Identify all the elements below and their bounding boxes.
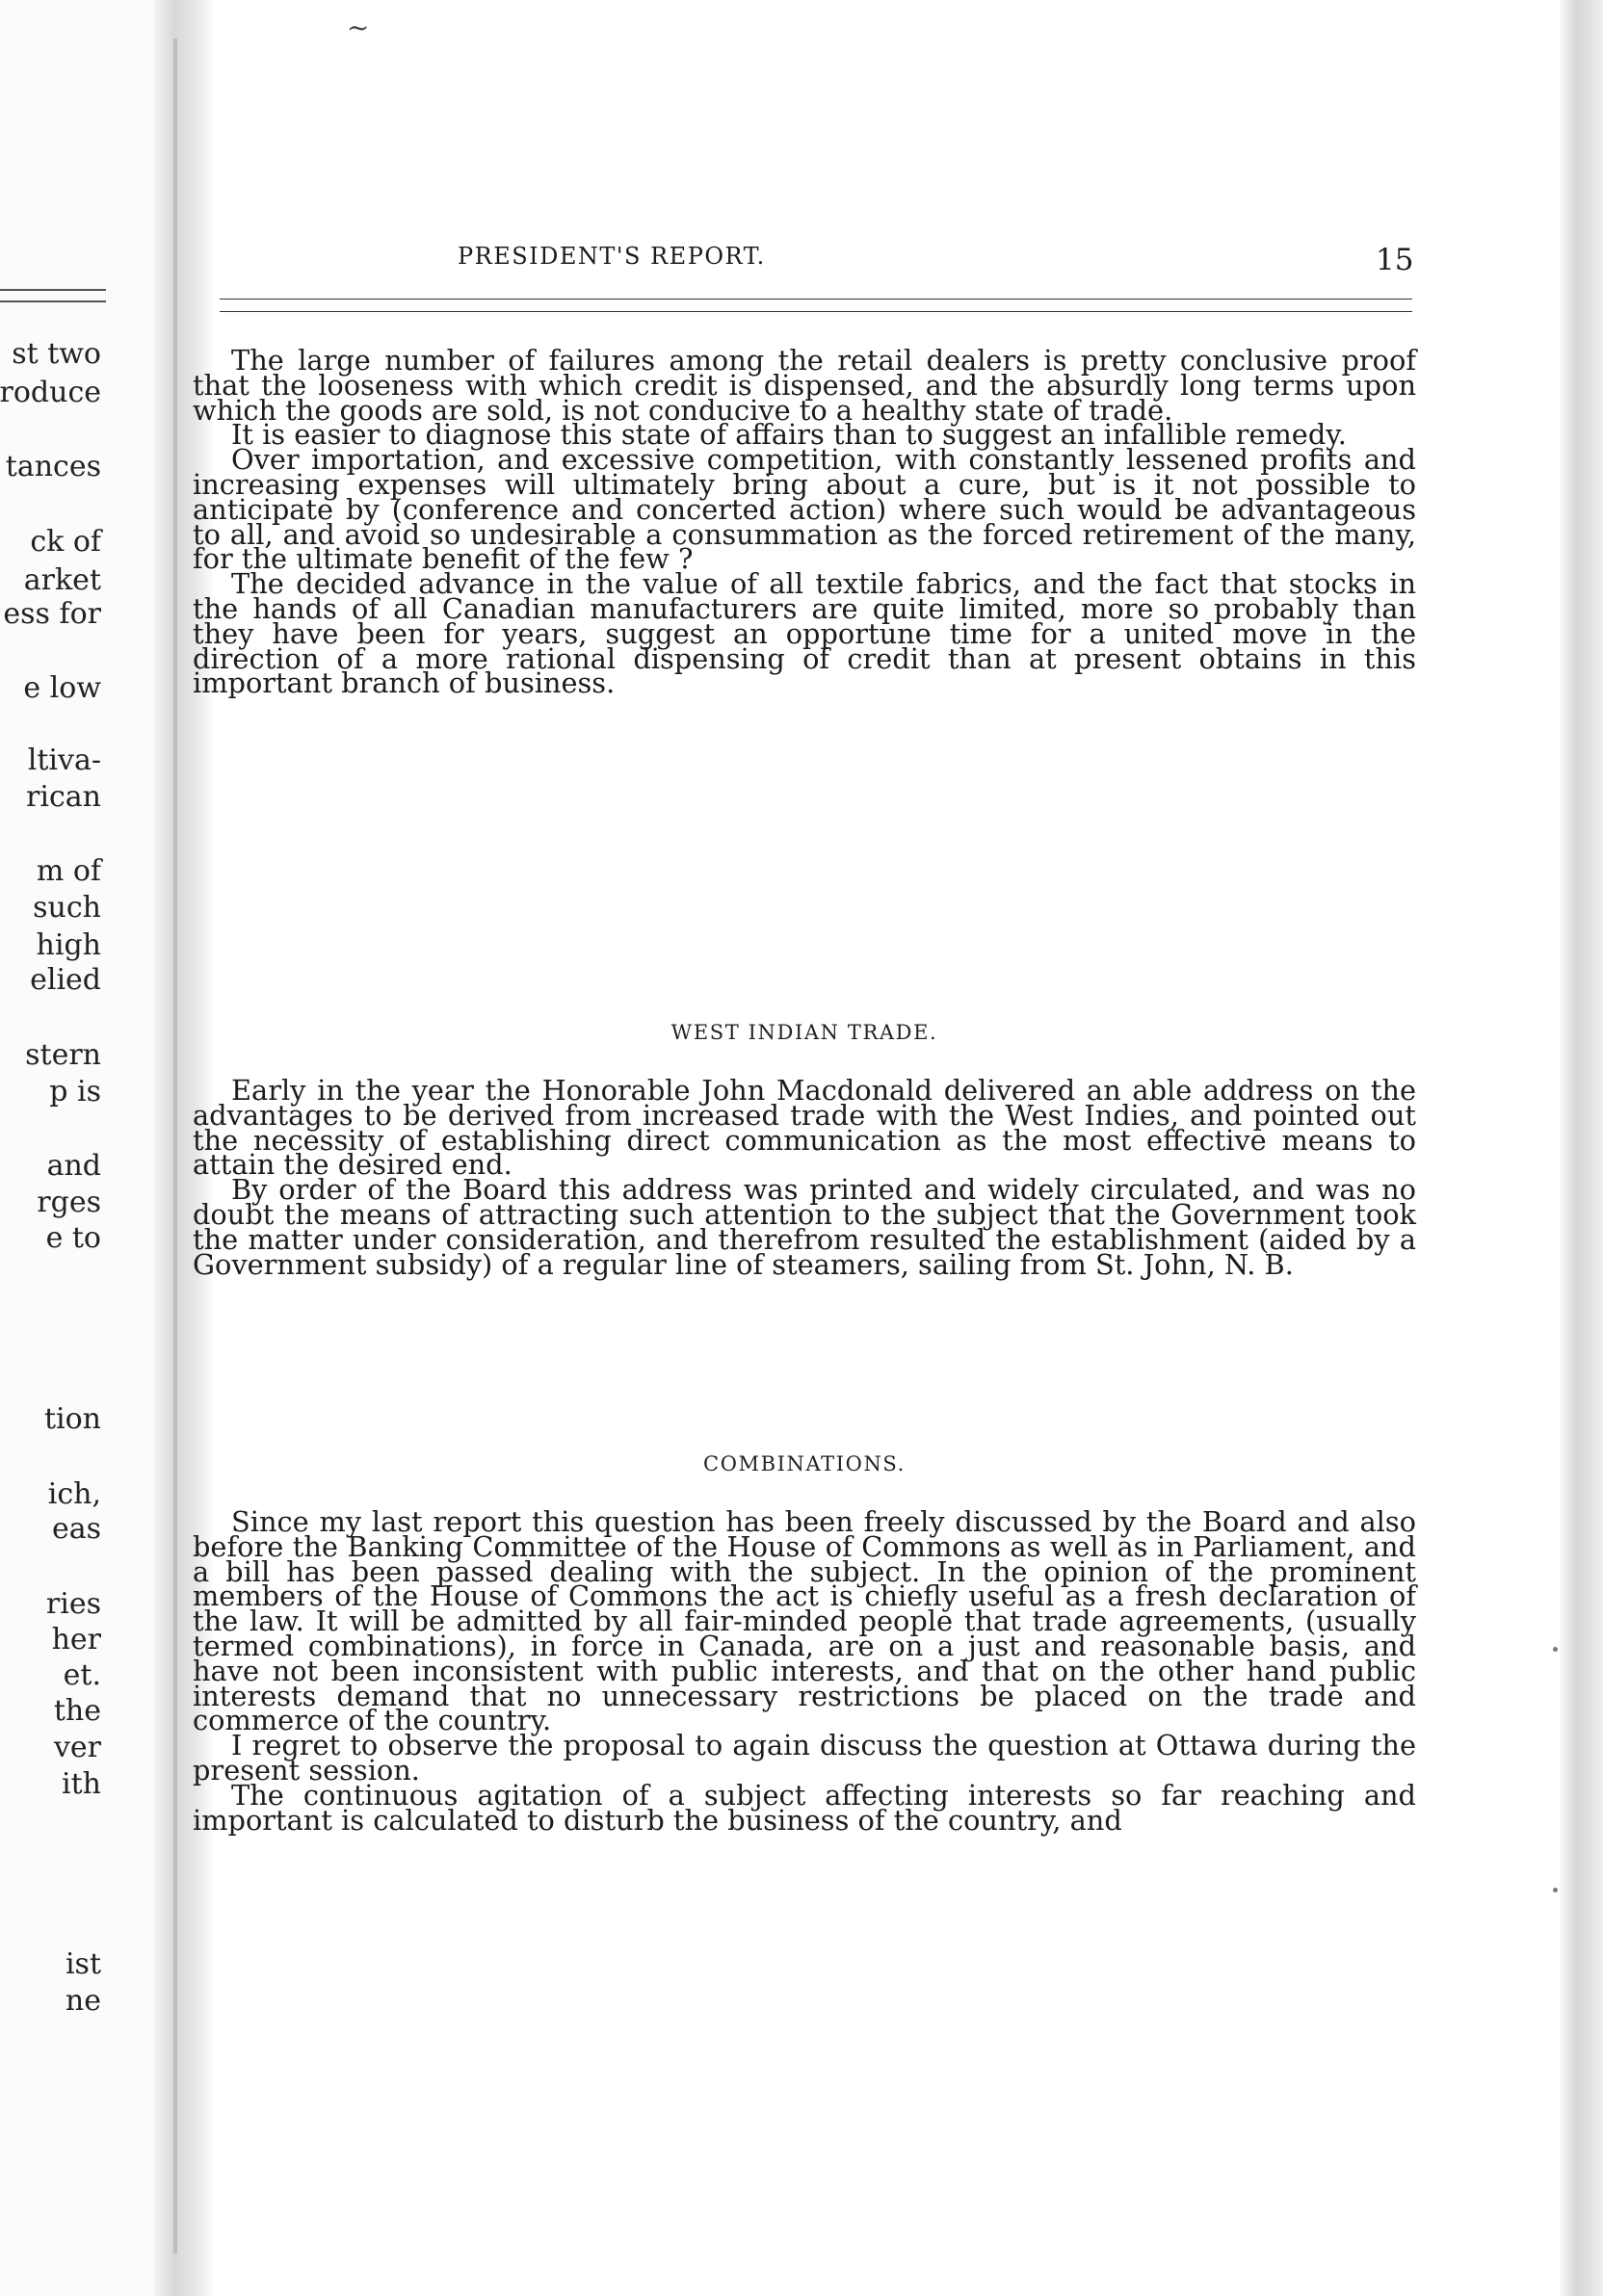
paragraph: It is easier to diagnose this state of affairs than to suggest an infallible remedy. [231, 418, 1347, 452]
facing-page-fragment: ltiva- [27, 744, 101, 777]
facing-page-fragment: m of [36, 854, 101, 888]
west-indian-section [193, 1074, 1416, 1281]
header-rule [220, 311, 1412, 312]
facing-page-fragment: e low [23, 671, 101, 705]
section-heading-west-indian-trade: WEST INDIAN TRADE. [670, 1021, 938, 1044]
paragraph: By order of the Board this address was printed and widely circulated, and was no doubt the means of attracting such attention to the subject that the Government took the matter under consideration, and therefrom resulted the establishment (aided by a Government subsidy) of a regular line of steamers, sailing from St. John, N. B. [193, 1173, 1416, 1281]
facing-page-fragment: ries [45, 1587, 101, 1621]
facing-page-fragment: and [46, 1149, 101, 1183]
intro-section [193, 344, 1416, 700]
spine-shadow [173, 39, 177, 2254]
facing-page-fragment: the [53, 1694, 101, 1728]
facing-page-fragment: ist [65, 1947, 101, 1981]
page-number: 15 [1376, 243, 1414, 277]
facing-page-fragment: ck of [30, 525, 101, 559]
facing-page-fragment: stern [25, 1038, 101, 1072]
facing-page-fragment: ith [62, 1767, 101, 1801]
facing-page-rule [0, 300, 106, 302]
facing-page [0, 0, 169, 2296]
facing-page-fragment: high [36, 928, 101, 962]
combinations-section [193, 1505, 1416, 1837]
facing-page-fragment: rican [26, 780, 101, 814]
facing-page-fragment: et. [63, 1658, 101, 1692]
facing-page-fragment: ich, [47, 1477, 101, 1511]
facing-page-fragment: ne [65, 1984, 101, 2018]
facing-page-fragment: arket [23, 563, 101, 597]
paragraph: The decided advance in the value of all textile fabrics, and the fact that stocks in the hands of all Canadian manufacturers are quite limited, more so probably than they have been for years, suggest an opportune time for a united move in the direction of a more rational dispensing of credit than at present obtains in this important branch of business. [193, 567, 1416, 700]
header-rule [220, 299, 1412, 300]
facing-page-fragment: tances [5, 450, 101, 483]
facing-page-fragment: ess for [3, 597, 101, 631]
facing-page-fragment: ver [53, 1731, 101, 1764]
facing-page-fragment: st two [12, 337, 101, 371]
facing-page-fragment: e to [45, 1221, 101, 1255]
facing-page-rule [0, 289, 106, 291]
paragraph: I regret to observe the proposal to again discuss the question at Ottawa during the present session. [193, 1729, 1416, 1787]
facing-page-fragment: roduce [0, 376, 101, 409]
paragraph: The continuous agitation of a subject affecting interests so far reaching and important is calculated to disturb the business of the country, and [193, 1778, 1416, 1837]
binding-mark-icon: ~ [347, 12, 370, 43]
paragraph: The large number of failures among the retail dealers is pretty conclusive proof that the looseness with which credit is dispensed, and the absurdly long terms upon which the goods are sold, is not conducive to a healthy state of trade. [193, 344, 1416, 427]
running-head-title: PRESIDENT'S REPORT. [458, 243, 766, 270]
facing-page-fragment: p is [49, 1075, 101, 1109]
margin-speck [1553, 1647, 1558, 1652]
section-heading-combinations: COMBINATIONS. [703, 1452, 906, 1475]
facing-page-fragment: tion [43, 1402, 101, 1436]
facing-page-fragment: such [33, 891, 101, 925]
facing-page-fragment: elied [30, 963, 101, 997]
page-edge-shadow [1560, 0, 1603, 2296]
paragraph: Over importation, and excessive competition, with constantly lessened profits and increasing expenses will ultimately bring about a cure, but is it not possible to anticipate by (conference and concerted action) where such would be advantageous to all, and avoid so undesirable a consummation as the forced retirement of the many, for the ultimate benefit of the few ? [193, 443, 1416, 576]
paragraph: Since my last report this question has been freely discussed by the Board and also before the Banking Committee of the House of Commons as well as in Parliament, and a bill has been passed dealing with the subject. In the opinion of the prominent members of the House of Commons the act is chiefly useful as a fresh declaration of the law. It will be admitted by all fair-minded people that trade agreements, (usually termed combinations), in force in Canada, are on a just and reasonable basis, and have not been inconsistent with public interests, and that on the other hand public interests demand that no unnecessary restrictions be placed on the trade and commerce of the country. [193, 1505, 1416, 1737]
facing-page-fragment: rges [37, 1186, 101, 1219]
facing-page-fragment: her [51, 1623, 101, 1657]
paragraph: Early in the year the Honorable John Macdonald delivered an able address on the advantages to be derived from increased trade with the West Indies, and pointed out the necessity of establishing direct communication as the most effective means to attain the desired end. [193, 1074, 1416, 1182]
margin-speck [1553, 1888, 1558, 1892]
facing-page-fragment: eas [51, 1512, 101, 1546]
